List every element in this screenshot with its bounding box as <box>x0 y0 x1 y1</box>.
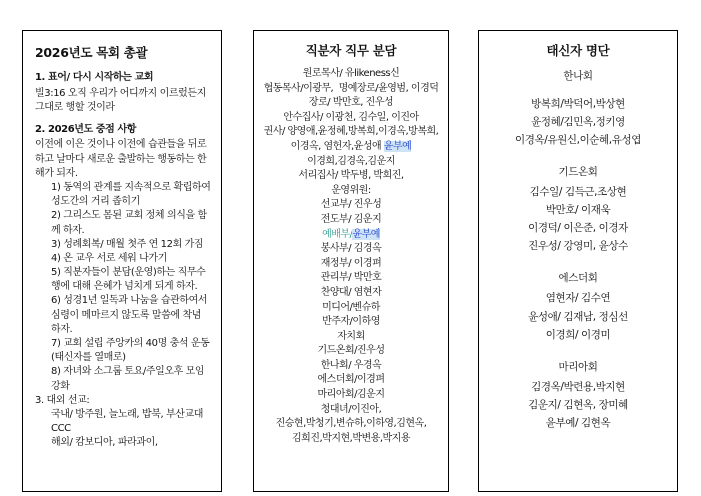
column-new-believers <box>478 30 678 492</box>
group-name: 에스더회 <box>558 272 598 285</box>
officer-entry: 관리부/ 박만호 <box>320 272 382 284</box>
officer-entry: 청대녀/이진아, <box>320 403 382 415</box>
overview-item-3: 3) 성례회복/ 매월 첫주 연 12회 가짐 <box>51 238 204 250</box>
officer-entry: 원로목사/ 유likeness신 <box>302 68 400 79</box>
group-member: 윤성애/ 김재남, 정심선 <box>528 310 628 323</box>
group-member: 이경희/ 이경미 <box>545 328 611 341</box>
group-member: 이경덕/ 이은준, 이경자 <box>528 222 628 235</box>
officer-entry: 찬양대/ 염현자 <box>320 286 382 298</box>
officer-entry-highlighted-2 <box>260 228 442 243</box>
overview-mission-domestic: 국내/ 방주원, 늘노래, 밥북, 부산교대CCC <box>51 408 204 435</box>
officer-entry: 권사/ 양영애,윤정혜,방복희,이경옥,방복희, <box>263 126 439 138</box>
officer-entry: 서리집사/ 박두병, 박희진, <box>298 170 404 182</box>
column-2-title: 직분자 직무 분담 <box>305 43 397 58</box>
group-member: 김경옥/박련용,박지현 <box>531 380 625 393</box>
overview-mission-overseas: 해외/ 캄보디아, 파라과이, <box>51 437 158 449</box>
overview-text-1: 빌3:16 오직 우리가 어디까지 이르렀든지 그대로 행할 것이라 <box>35 87 209 113</box>
officer-entry-text: 이경옥, 염헌자,윤성애 <box>290 140 384 152</box>
officer-entry: 에스더회/이경펴 <box>317 374 385 386</box>
group-member: 방복희/박덕어,박상현 <box>531 98 625 111</box>
overview-item-5: 5) 직분자들이 분담(운영)하는 직무수행에 대해 은혜가 넘치게 되게 하자. <box>51 267 206 293</box>
column-officer-duties <box>253 30 449 492</box>
officer-entry: 협동목사/이광무, 명예장로/윤영범, 이경덕 <box>263 82 439 94</box>
officer-entry: 선교부/ 진우성 <box>320 199 382 211</box>
group-member: 김수일/ 김득근,조상현 <box>529 186 627 199</box>
highlight-name-1: 윤부예 <box>383 140 412 152</box>
highlight-name-2: 윤부예 <box>352 228 380 240</box>
overview-item-1: 1) 동역의 관계를 지속적으로 확립하여 성도간의 거리 좁히기 <box>51 181 214 208</box>
officer-entry: 장로/ 박만호, 진우성 <box>308 97 394 109</box>
officer-entry: 운영위원: <box>331 184 371 196</box>
overview-heading-1: 1. 표어/ 다시 시작하는 교회 <box>35 72 154 83</box>
column-church-overview <box>22 30 222 492</box>
overview-item-2: 2) 그리스도 몸된 교회 정체 의식을 함께 하자. <box>51 210 207 236</box>
column-3-title: 태신자 명단 <box>546 43 610 58</box>
overview-item-7: 7) 교회 설립 주앙카의 40명 충석 운동(태신자를 열매로) <box>51 338 210 364</box>
group-member: 김운지/ 김현옥, 장미혜 <box>528 398 628 411</box>
group-member: 염현자/ 김수연 <box>545 292 611 305</box>
officer-entry: 한나회/ 우경옥 <box>320 359 382 371</box>
group-name: 마리아회 <box>558 360 598 373</box>
column-1-title: 2026년도 목회 총괄 <box>35 45 148 60</box>
overview-item-8: 8) 자녀와 소그룹 토요/주일오후 모임 강화 <box>51 366 207 392</box>
overview-item-6: 6) 성경1년 일독과 나눔을 습관하여서 심령이 메마르지 않도록 말씀에 착념 하자. <box>51 295 210 335</box>
officer-entry: 반주자/이하영 <box>322 316 380 328</box>
officer-entry: 마리아회/김운지 <box>317 389 385 401</box>
group-name: 기드온회 <box>558 166 598 179</box>
overview-text-2: 이전에 이은 것이나 이전에 습관들을 뒤로 하고 날마다 새로운 출발하는 행동하는 한 해가 되자. <box>35 139 210 179</box>
overview-heading-2: 2. 2026년도 중점 사항 <box>35 123 136 135</box>
spacer <box>487 85 669 95</box>
officer-entry: 이경희,김경옥,김운지 <box>307 155 395 167</box>
officer-entry: 전도부/ 김운지 <box>320 213 382 225</box>
group-member: 윤정혜/김민옥,정키영 <box>531 116 625 129</box>
group-member: 윤부예/ 김현옥 <box>545 416 611 429</box>
highlight-dept: 예배부/ <box>322 228 353 240</box>
officer-entry: 미디어/벤슈하 <box>322 301 380 313</box>
group-member: 진우성/ 강영미, 윤상수 <box>528 240 628 253</box>
officer-entry: 봉사부/ 김경옥 <box>320 243 382 255</box>
officer-entry: 안수집사/ 이광천, 김수일, 이진아 <box>283 111 419 123</box>
group-name: 한나회 <box>563 70 593 82</box>
officer-entry: 김희진,박지현,박변용,박지용 <box>292 432 410 444</box>
officer-entry: 자치회 <box>337 330 365 342</box>
group-member: 이경옥/유원신,이순혜,유성엽 <box>515 134 641 147</box>
officer-entry: 기드온회/진우성 <box>317 345 385 357</box>
officer-entry: 재정부/ 이경펴 <box>320 257 382 269</box>
officer-entry: 진승현,박청기,변슈하,이하영,김현옥, <box>275 418 427 430</box>
overview-heading-3: 3. 대외 선교: <box>35 394 90 406</box>
group-member: 박만호/ 이재욱 <box>545 204 611 217</box>
officer-entry-highlighted <box>260 140 442 155</box>
overview-item-4: 4) 온 교우 서로 세워 나가기 <box>51 252 167 264</box>
